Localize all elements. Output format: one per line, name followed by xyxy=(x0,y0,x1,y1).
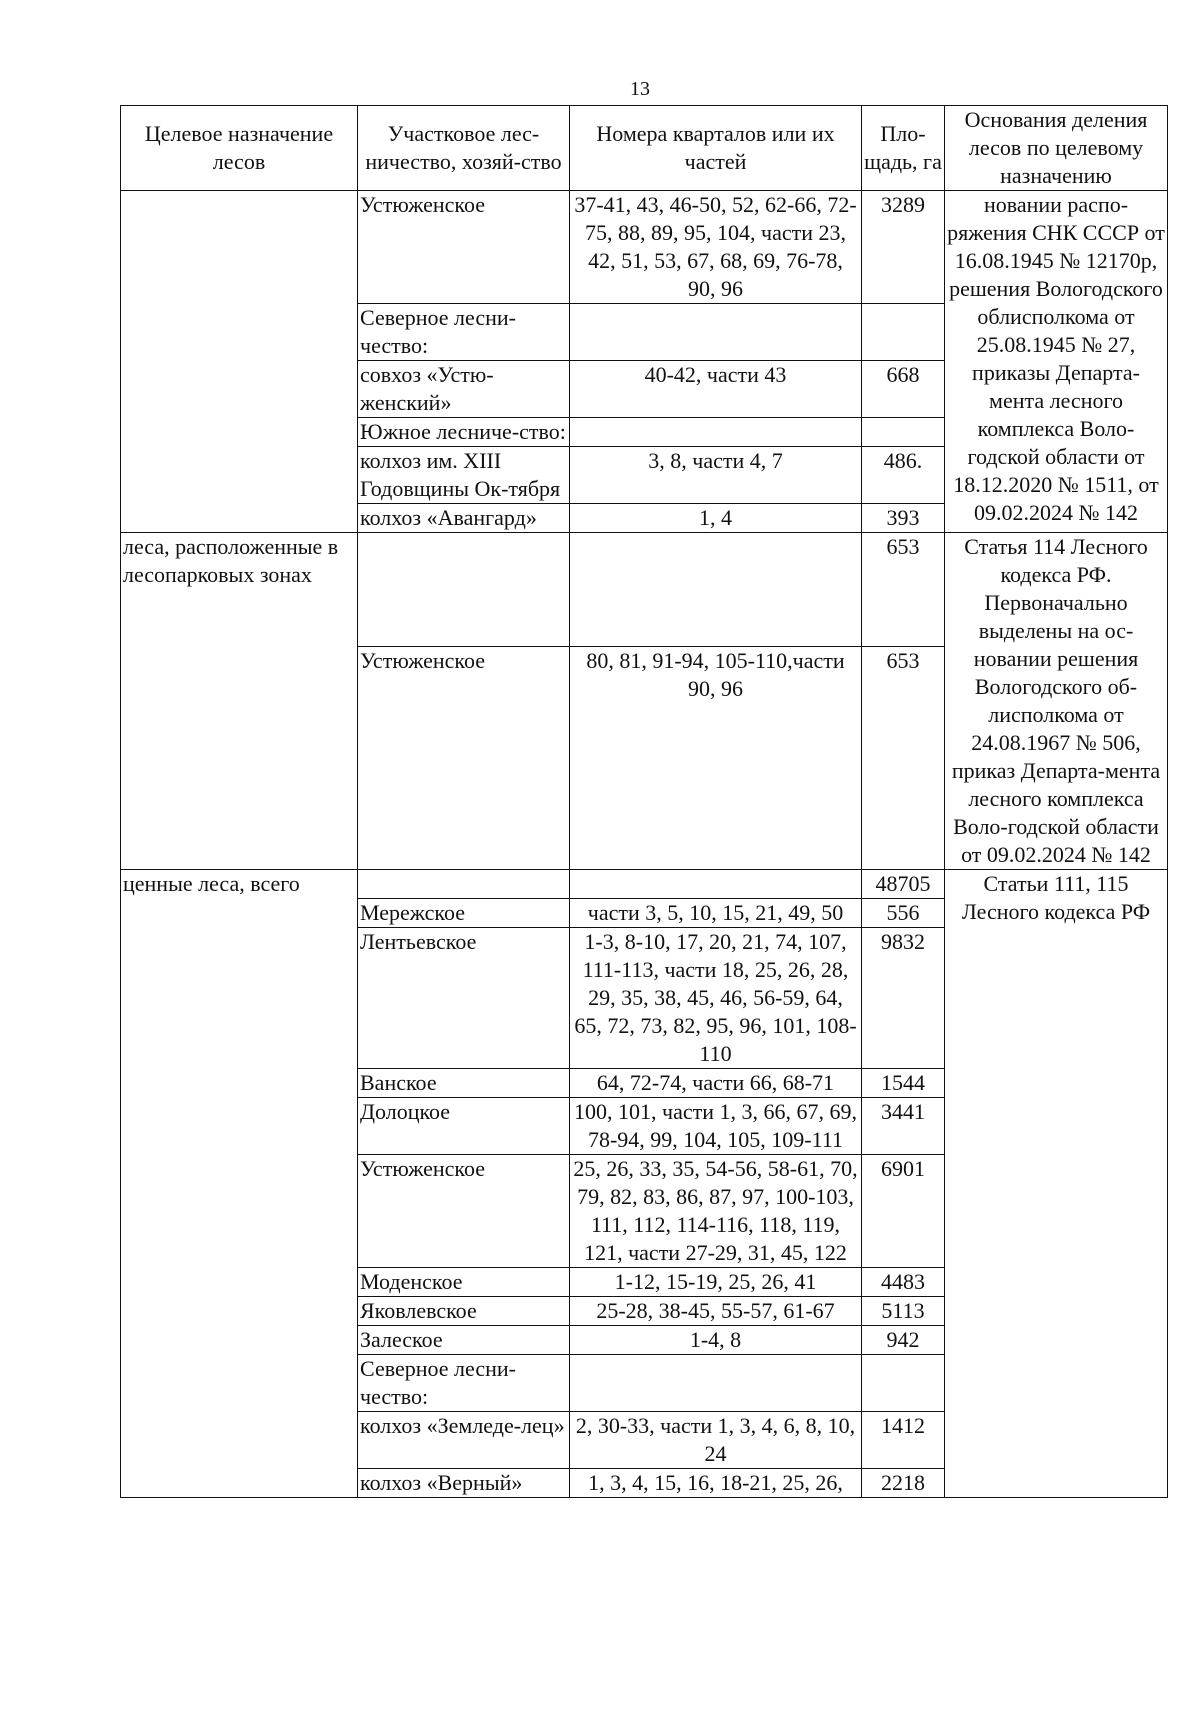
quarters-cell xyxy=(570,533,862,647)
quarters-cell xyxy=(570,418,862,447)
quarters-cell xyxy=(570,304,862,361)
basis-cell: новании распо-ряжения СНК СССР от 16.08.1945 № 12170р, решения Вологодского облисполкома от 25.08.1945 № 27, приказы Департа-мента лесного комплекса Воло-годской области от 18.12.2020 № 1511, от 09.02.2024 № 142 xyxy=(945,191,1168,533)
quarters-cell: 1-3, 8-10, 17, 20, 21, 74, 107, 111-113, части 18, 25, 26, 28, 29, 35, 38, 45, 46, 56-59, 64, 65, 72, 73, 82, 95, 96, 101, 108-110 xyxy=(570,928,862,1069)
area-cell: 6901 xyxy=(862,1155,945,1268)
quarters-cell: 64, 72-74, части 66, 68-71 xyxy=(570,1069,862,1098)
quarters-cell: 40-42, части 43 xyxy=(570,361,862,418)
unit-cell: Северное лесни-чество: xyxy=(358,1355,570,1412)
unit-cell: колхоз «Земледе-лец» xyxy=(358,1412,570,1469)
table-row xyxy=(121,533,1168,647)
unit-cell: Устюженское xyxy=(358,646,570,869)
area-cell xyxy=(862,418,945,447)
quarters-cell: 1, 4 xyxy=(570,504,862,533)
unit-cell: Долоцкое xyxy=(358,1098,570,1155)
unit-cell: Южное лесниче-ство: xyxy=(358,418,570,447)
area-cell: 9832 xyxy=(862,928,945,1069)
table-row xyxy=(121,191,1168,304)
area-total-cell: 653 xyxy=(862,533,945,647)
area-cell: 1544 xyxy=(862,1069,945,1098)
area-cell: 942 xyxy=(862,1326,945,1355)
quarters-cell: 25, 26, 33, 35, 54-56, 58-61, 70, 79, 82, 83, 86, 87, 97, 100-103, 111, 112, 114-116, 118, 119, 121, части 27-29, 31, 45, 122 xyxy=(570,1155,862,1268)
unit-cell: Устюженское xyxy=(358,191,570,304)
unit-cell xyxy=(358,533,570,647)
basis-cell: Статья 114 Лесного кодекса РФ. Первоначально выделены на ос-новании решения Вологодского об-лисполкома от 24.08.1967 № 506, приказ Департа-мента лесного комплекса Воло-годской области от 09.02.2024 № 142 xyxy=(945,533,1168,870)
area-cell: 3289 xyxy=(862,191,945,304)
purpose-cell: ценные леса, всего xyxy=(121,870,358,1498)
area-cell: 486. xyxy=(862,447,945,504)
quarters-cell: 1-4, 8 xyxy=(570,1326,862,1355)
quarters-cell: 3, 8, части 4, 7 xyxy=(570,447,862,504)
header-row xyxy=(121,106,1168,191)
area-cell: 1412 xyxy=(862,1412,945,1469)
area-total-cell: 48705 xyxy=(862,870,945,899)
unit-cell: колхоз «Авангард» xyxy=(358,504,570,533)
unit-cell: Устюженское xyxy=(358,1155,570,1268)
unit-cell: Ванское xyxy=(358,1069,570,1098)
area-cell: 3441 xyxy=(862,1098,945,1155)
quarters-cell: части 3, 5, 10, 15, 21, 49, 50 xyxy=(570,899,862,928)
area-cell: 668 xyxy=(862,361,945,418)
header-basis: Основания деления лесов по целевому назначению xyxy=(945,106,1168,191)
unit-cell: Лентьевское xyxy=(358,928,570,1069)
quarters-cell: 37-41, 43, 46-50, 52, 62-66, 72-75, 88, 89, 95, 104, части 23, 42, 51, 53, 67, 68, 69, 76-78, 90, 96 xyxy=(570,191,862,304)
area-cell: 653 xyxy=(862,646,945,869)
table-body xyxy=(121,191,1168,1498)
basis-cell: Статьи 111, 115 Лесного кодекса РФ xyxy=(945,870,1168,1498)
unit-cell: Яковлевское xyxy=(358,1297,570,1326)
area-cell: 4483 xyxy=(862,1268,945,1297)
quarters-cell: 80, 81, 91-94, 105-110,части 90, 96 xyxy=(570,646,862,869)
unit-cell: Северное лесни-чество: xyxy=(358,304,570,361)
area-cell: 393 xyxy=(862,504,945,533)
quarters-cell: 1, 3, 4, 15, 16, 18-21, 25, 26, xyxy=(570,1469,862,1498)
table-row xyxy=(121,870,1168,899)
forest-purpose-table xyxy=(120,105,1168,1498)
unit-cell: колхоз «Верный» xyxy=(358,1469,570,1498)
purpose-cell: леса, расположенные в лесопарковых зонах xyxy=(121,533,358,870)
header-purpose: Целевое назначение лесов xyxy=(121,106,358,191)
quarters-cell: 1-12, 15-19, 25, 26, 41 xyxy=(570,1268,862,1297)
unit-cell: Мережское xyxy=(358,899,570,928)
quarters-cell xyxy=(570,870,862,899)
unit-cell: Залеское xyxy=(358,1326,570,1355)
area-cell xyxy=(862,304,945,361)
area-cell xyxy=(862,1355,945,1412)
area-cell: 5113 xyxy=(862,1297,945,1326)
unit-cell: совхоз «Устю-женский» xyxy=(358,361,570,418)
quarters-cell: 25-28, 38-45, 55-57, 61-67 xyxy=(570,1297,862,1326)
header-unit: Участковое лес-ничество, хозяй-ство xyxy=(358,106,570,191)
unit-cell xyxy=(358,870,570,899)
unit-cell: колхоз им. XIII Годовщины Ок-тября xyxy=(358,447,570,504)
area-cell: 556 xyxy=(862,899,945,928)
header-area: Пло-щадь, га xyxy=(862,106,945,191)
quarters-cell xyxy=(570,1355,862,1412)
purpose-cell xyxy=(121,191,358,533)
unit-cell: Моденское xyxy=(358,1268,570,1297)
header-quarters: Номера кварталов или их частей xyxy=(570,106,862,191)
quarters-cell: 2, 30-33, части 1, 3, 4, 6, 8, 10, 24 xyxy=(570,1412,862,1469)
area-cell: 2218 xyxy=(862,1469,945,1498)
page-number: 13 xyxy=(630,78,650,100)
quarters-cell: 100, 101, части 1, 3, 66, 67, 69, 78-94, 99, 104, 105, 109-111 xyxy=(570,1098,862,1155)
